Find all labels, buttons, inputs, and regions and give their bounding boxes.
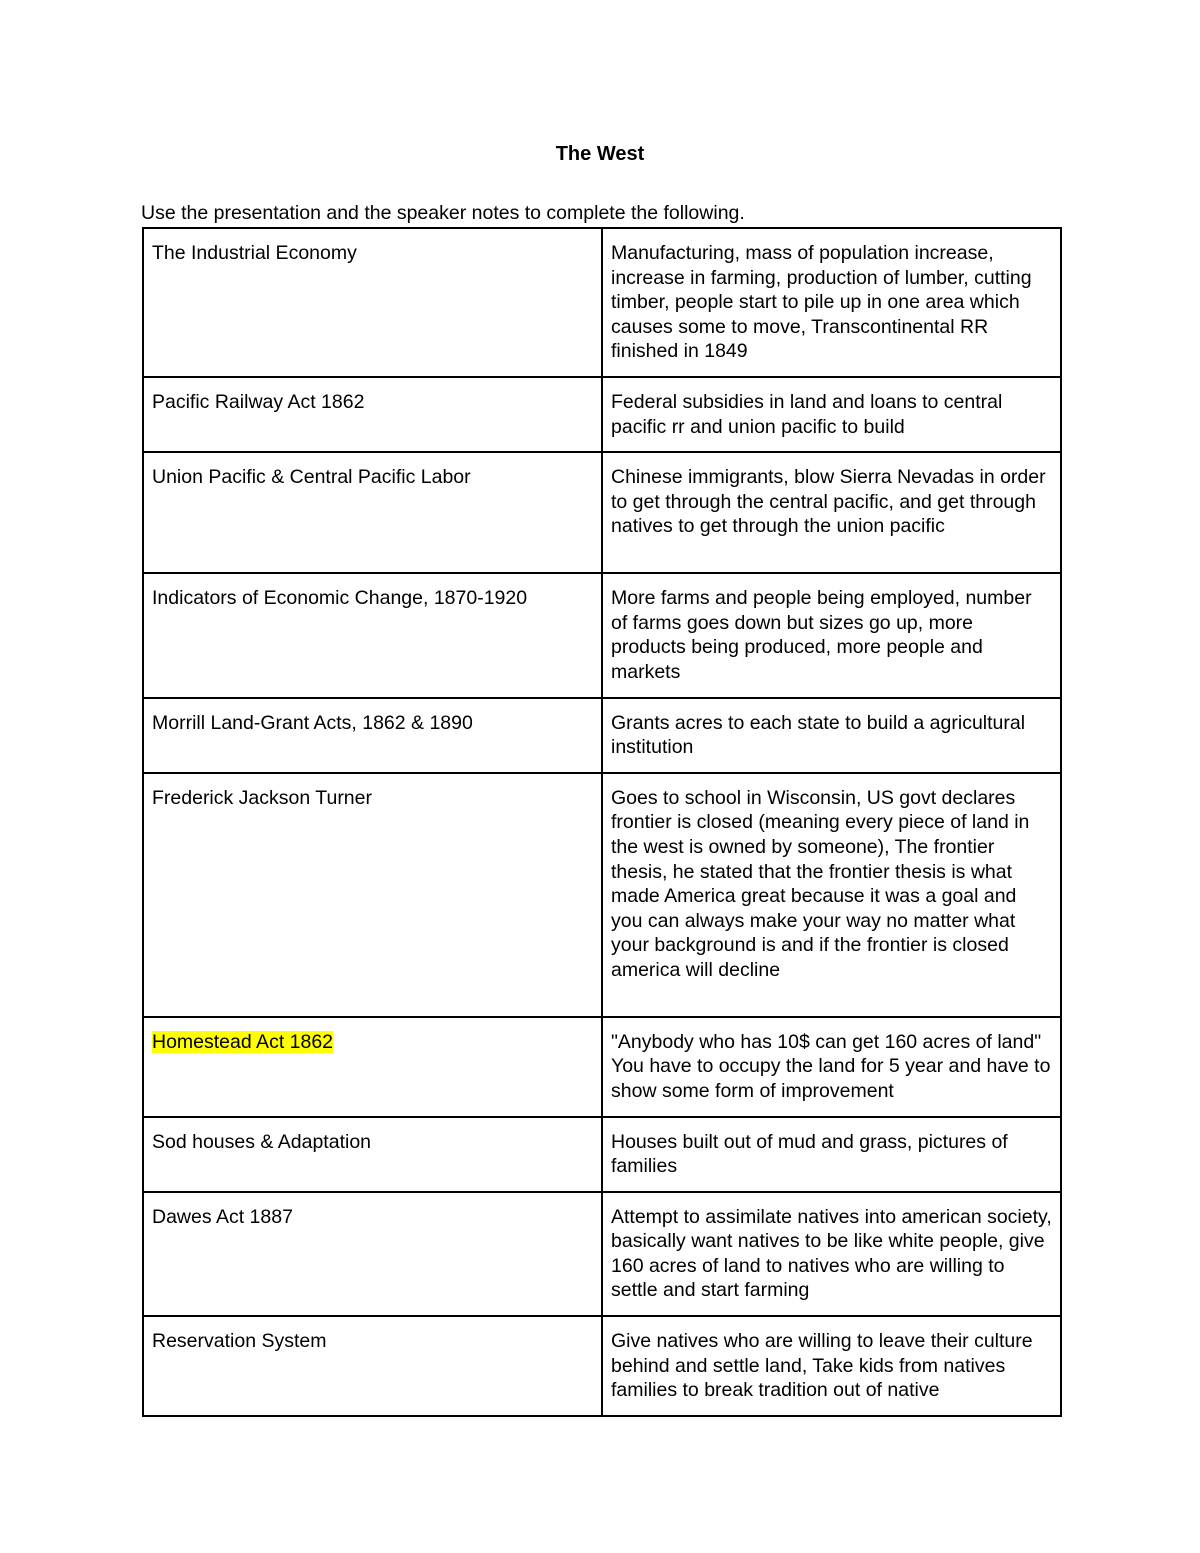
term-cell (143, 1192, 602, 1316)
term-text: Morrill Land-Grant Acts, 1862 & 1890 (152, 711, 473, 734)
table-row (143, 1017, 1061, 1117)
notes-cell: Goes to school in Wisconsin, US govt declares frontier is closed (meaning every piece of land in the west is owned by someone), The frontier thesis, he stated that the frontier thesis is what made America great because it was a goal and you can always make your way no matter what your background is and if the frontier is closed america will decline (602, 773, 1061, 1017)
table-row (143, 452, 1061, 573)
table-row (143, 228, 1061, 377)
notes-cell: Federal subsidies in land and loans to central pacific rr and union pacific to build (602, 377, 1061, 452)
term-text: Pacific Railway Act 1862 (152, 390, 365, 413)
table-row (143, 1192, 1061, 1316)
term-cell (143, 1316, 602, 1416)
notes-cell: More farms and people being employed, number of farms goes down but sizes go up, more products being produced, more people and markets (602, 573, 1061, 697)
term-cell (143, 452, 602, 573)
instructions: Use the presentation and the speaker notes to complete the following. (141, 202, 745, 224)
table-row (143, 773, 1061, 1017)
term-cell (143, 773, 602, 1017)
term-text: Indicators of Economic Change, 1870-1920 (152, 587, 528, 610)
term-text: Frederick Jackson Turner (152, 786, 372, 809)
term-text: Union Pacific & Central Pacific Labor (152, 466, 471, 489)
term-text: Sod houses & Adaptation (152, 1130, 372, 1153)
term-cell (143, 698, 602, 773)
term-text: Reservation System (152, 1330, 327, 1353)
notes-cell: Attempt to assimilate natives into american society, basically want natives to be like white people, give 160 acres of land to natives who are willing to settle and start farming (602, 1192, 1061, 1316)
notes-cell: Grants acres to each state to build a agricultural institution (602, 698, 1061, 773)
highlighted-term-text: Homestead Act 1862 (152, 1030, 334, 1053)
term-text: Dawes Act 1887 (152, 1205, 293, 1228)
notes-cell: Chinese immigrants, blow Sierra Nevadas in order to get through the central pacific, and get through natives to get through the union pacific (602, 452, 1061, 573)
notes-cell: Houses built out of mud and grass, pictures of families (602, 1117, 1061, 1192)
table-row (143, 1117, 1061, 1192)
table-row (143, 1316, 1061, 1416)
notes-cell: "Anybody who has 10$ can get 160 acres of land" You have to occupy the land for 5 year and have to show some form of improvement (602, 1017, 1061, 1117)
table-row (143, 573, 1061, 697)
term-cell (143, 228, 602, 377)
notes-table (142, 227, 1062, 1417)
term-cell (143, 377, 602, 452)
term-cell (143, 1117, 602, 1192)
notes-cell: Manufacturing, mass of population increase, increase in farming, production of lumber, cutting timber, people start to pile up in one area which causes some to move, Transcontinental RR finished in 1849 (602, 228, 1061, 377)
table-row (143, 698, 1061, 773)
term-text: The Industrial Economy (152, 242, 357, 264)
term-cell (143, 573, 602, 697)
notes-cell: Give natives who are willing to leave their culture behind and settle land, Take kids from natives families to break tradition out of native (602, 1316, 1061, 1416)
table-row (143, 377, 1061, 452)
page-title: The West (555, 143, 645, 165)
term-cell (143, 1017, 602, 1117)
